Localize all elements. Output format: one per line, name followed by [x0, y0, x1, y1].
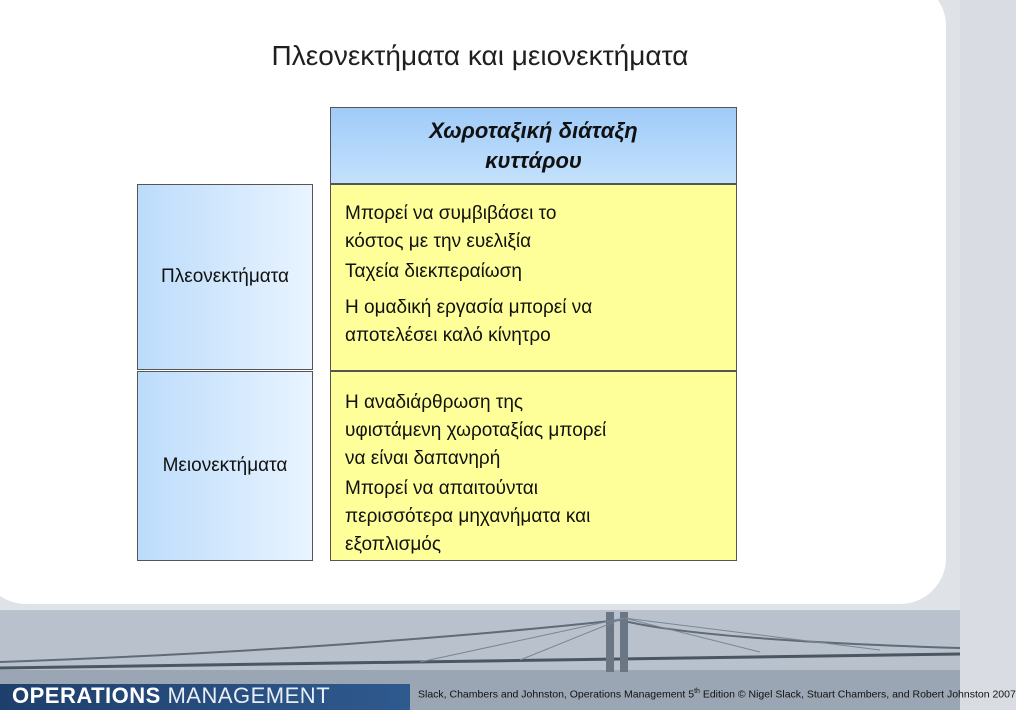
credit-text-after: Edition © Nigel Slack, Stuart Chambers, and Robert Johnston 2007 [699, 688, 1016, 701]
row-header-disadvantages-label: Μειονεκτήματα [162, 455, 288, 476]
row-header-advantages [137, 184, 313, 370]
credit-superscript: th [694, 688, 700, 695]
logo-operations: OPERATIONS [12, 683, 161, 708]
advantage-item: Μπορεί να συμβιβάσει το κόστος με την ευελιξία [345, 203, 557, 252]
column-header-text: Χωροταξική διάταξη κυττάρου [429, 117, 638, 173]
logo-management: MANAGEMENT [167, 683, 331, 708]
column-header [330, 107, 737, 184]
disadvantages-cell [330, 371, 737, 561]
advantage-item: Η ομαδική εργασία μπορεί να αποτελέσει καλό κίνητρο [345, 297, 593, 346]
disadvantage-item: Μπορεί να απαιτούνται περισσότερα μηχανήματα και εξοπλισμός [345, 478, 591, 555]
credit-text-before: Slack, Chambers and Johnston, Operations Management 5 [418, 688, 695, 701]
disadvantage-item: Η αναδιάρθρωση της υφιστάμενη χωροταξίας μπορεί να είναι δαπανηρή [345, 392, 607, 469]
operations-management-logo [12, 682, 330, 710]
slide-title: Πλεονεκτήματα και μειονεκτήματα [271, 40, 689, 71]
copyright-credit [418, 688, 1016, 701]
advantages-cell [330, 184, 737, 371]
advantage-item: Ταχεία διεκπεραίωση [345, 261, 522, 282]
row-header-disadvantages [137, 371, 313, 561]
row-header-advantages-label: Πλεονεκτήματα [161, 266, 289, 287]
